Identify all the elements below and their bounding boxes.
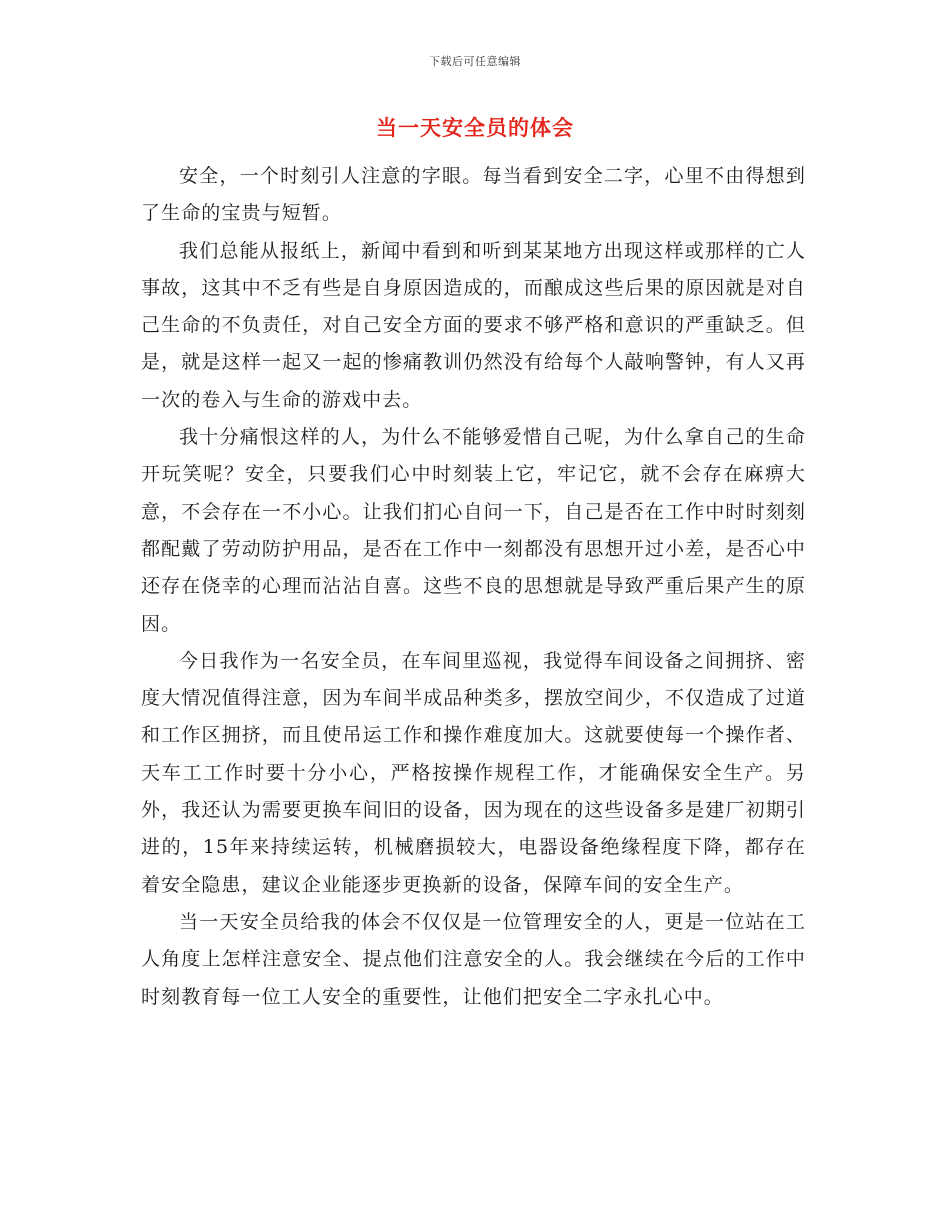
paragraph: 我十分痛恨这样的人，为什么不能够爱惜自己呢，为什么拿自己的生命开玩笑呢？安全，只要我们心中时刻装上它，牢记它，就不会存在麻痹大意，不会存在一不小心。让我们扪心自问一下，自己是否在工作中时时刻刻都配戴了劳动防护用品，是否在工作中一刻都没有思想开过小差，是否心中还存在侥幸的心理而沾沾自喜。这些不良的思想就是导致严重后果产生的原因。: [141, 426, 806, 635]
document-title: 当一天安全员的体会: [376, 115, 574, 140]
header-note: 下载后可任意编辑: [429, 55, 521, 68]
paragraph: 当一天安全员给我的体会不仅仅是一位管理安全的人，更是一位站在工人角度上怎样注意安全、提点他们注意安全的人。我会继续在今后的工作中时刻教育每一位工人安全的重要性，让他们把安全二字永扎心中。: [141, 910, 806, 1008]
paragraph: 安全，一个时刻引人注意的字眼。每当看到安全二字，心里不由得想到了生命的宝贵与短暂。: [141, 165, 806, 225]
paragraph: 我们总能从报纸上，新闻中看到和听到某某地方出现这样或那样的亡人事故，这其中不乏有些是自身原因造成的，而酿成这些后果的原因就是对自己生命的不负责任，对自己安全方面的要求不够严格和意识的严重缺乏。但是，就是这样一起又一起的惨痛教训仍然没有给每个人敲响警钟，有人又再一次的卷入与生命的游戏中去。: [141, 239, 806, 411]
paragraph: 今日我作为一名安全员，在车间里巡视，我觉得车间设备之间拥挤、密度大情况值得注意，因为车间半成品种类多，摆放空间少，不仅造成了过道和工作区拥挤，而且使吊运工作和操作难度加大。这就要使每一个操作者、天车工工作时要十分小心，严格按操作规程工作，才能确保安全生产。另外，我还认为需要更换车间旧的设备，因为现在的这些设备多是建厂初期引进的，15年来持续运转，机械磨损较大，电器设备绝缘程度下降，都存在着安全隐患，建议企业能逐步更换新的设备，保障车间的安全生产。: [141, 649, 806, 896]
document-body: [141, 158, 806, 1016]
